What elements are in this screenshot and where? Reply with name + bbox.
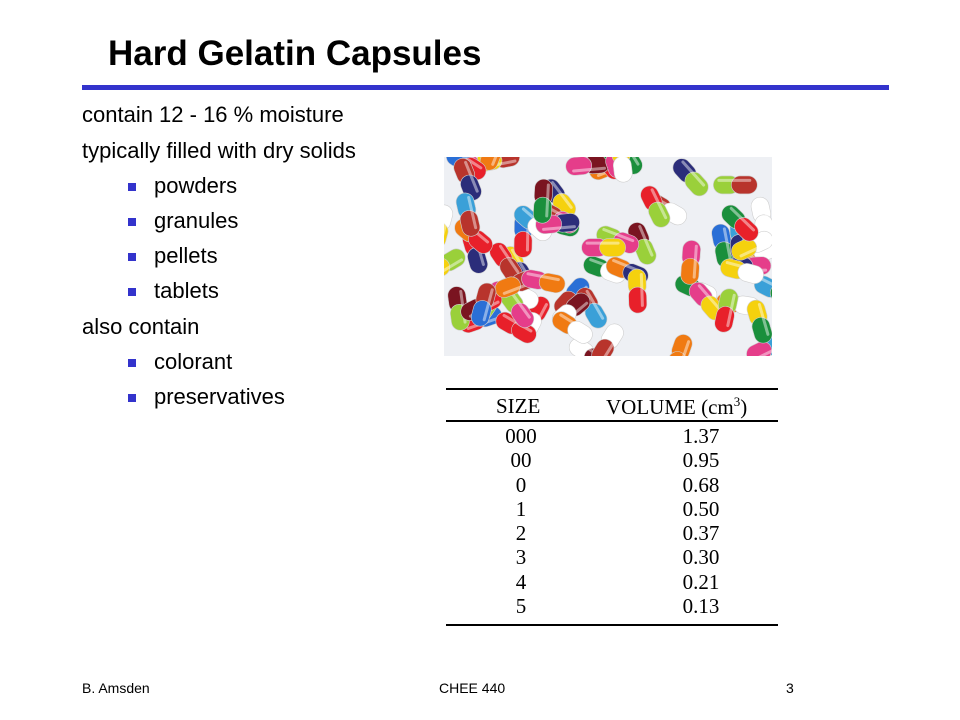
table-row xyxy=(446,424,778,448)
capsule-shape xyxy=(669,157,712,200)
header-volume-superscript: 3 xyxy=(733,394,741,409)
square-bullet-icon xyxy=(128,183,136,191)
table-header-rule xyxy=(446,420,778,422)
size-cell: 5 xyxy=(515,594,527,619)
header-volume-close: ) xyxy=(740,395,748,419)
capsule-shape xyxy=(713,176,757,194)
title-underline xyxy=(82,85,889,90)
capsule-shape xyxy=(582,239,626,257)
volume-cell: 0.68 xyxy=(682,472,720,497)
size-cell: 1 xyxy=(515,496,527,521)
capsule-shape xyxy=(444,245,469,283)
capsule-shape xyxy=(680,240,701,285)
bullet-text: colorant xyxy=(154,349,233,374)
size-cell: 2 xyxy=(515,521,527,546)
capsule-shape xyxy=(663,332,694,356)
capsule-shape xyxy=(628,269,648,314)
header-volume xyxy=(606,394,747,420)
size-cell: 00 xyxy=(510,448,532,473)
square-bullet-icon xyxy=(128,359,136,367)
square-bullet-icon xyxy=(128,394,136,402)
header-volume-text: VOLUME (cm xyxy=(606,395,734,419)
table-row xyxy=(446,473,778,497)
volume-cell: 0.13 xyxy=(682,594,720,619)
table-row xyxy=(446,570,778,594)
volume-cell: 0.30 xyxy=(682,545,720,570)
volume-cell: 0.50 xyxy=(682,496,720,521)
volume-cell: 0.95 xyxy=(682,448,720,473)
volume-cell: 0.37 xyxy=(682,521,720,546)
table-top-rule xyxy=(446,388,778,390)
capsules-image xyxy=(444,157,772,356)
slide-title: Hard Gelatin Capsules xyxy=(108,34,482,73)
size-cell: 4 xyxy=(515,569,527,594)
bullet-l2 xyxy=(82,203,442,238)
table-row xyxy=(446,521,778,545)
table-bottom-rule xyxy=(446,624,778,626)
bullet-l2 xyxy=(82,379,442,414)
bullet-l2 xyxy=(82,238,442,273)
square-bullet-icon xyxy=(128,218,136,226)
table-row xyxy=(446,497,778,521)
bullet-text: also contain xyxy=(82,314,200,339)
bullet-list xyxy=(82,96,442,414)
bullet-text: powders xyxy=(154,173,238,198)
bullet-l1 xyxy=(82,308,442,344)
table-row xyxy=(446,594,778,618)
bullet-text: typically filled with dry solids xyxy=(82,138,356,163)
capsule-shape xyxy=(444,203,455,250)
volume-cell: 1.37 xyxy=(682,424,720,448)
table-row xyxy=(446,545,778,569)
capsule-shape xyxy=(533,179,553,224)
bullet-text: preservatives xyxy=(154,384,285,409)
bullet-l2 xyxy=(82,168,442,203)
table-body xyxy=(446,424,778,618)
bullet-text: tablets xyxy=(154,278,219,303)
capsules-photo xyxy=(444,157,772,356)
footer-author: B. Amsden xyxy=(82,680,150,696)
bullet-text: granules xyxy=(154,208,239,233)
footer-course: CHEE 440 xyxy=(439,680,506,696)
bullet-l2 xyxy=(82,344,442,379)
size-cell: 0 xyxy=(515,472,527,497)
bullet-l1 xyxy=(82,96,442,132)
bullet-text: contain 12 - 16 % moisture xyxy=(82,102,344,127)
footer-page-number: 3 xyxy=(786,680,794,696)
volume-cell: 0.21 xyxy=(682,569,720,594)
table-row xyxy=(446,448,778,472)
square-bullet-icon xyxy=(128,288,136,296)
bullet-text: pellets xyxy=(154,243,218,268)
header-size: SIZE xyxy=(496,394,541,418)
size-cell: 000 xyxy=(505,424,537,448)
bullet-l2 xyxy=(82,273,442,308)
capsule-shape xyxy=(745,298,772,345)
bullet-l1 xyxy=(82,132,442,168)
size-cell: 3 xyxy=(515,545,527,570)
square-bullet-icon xyxy=(128,253,136,261)
